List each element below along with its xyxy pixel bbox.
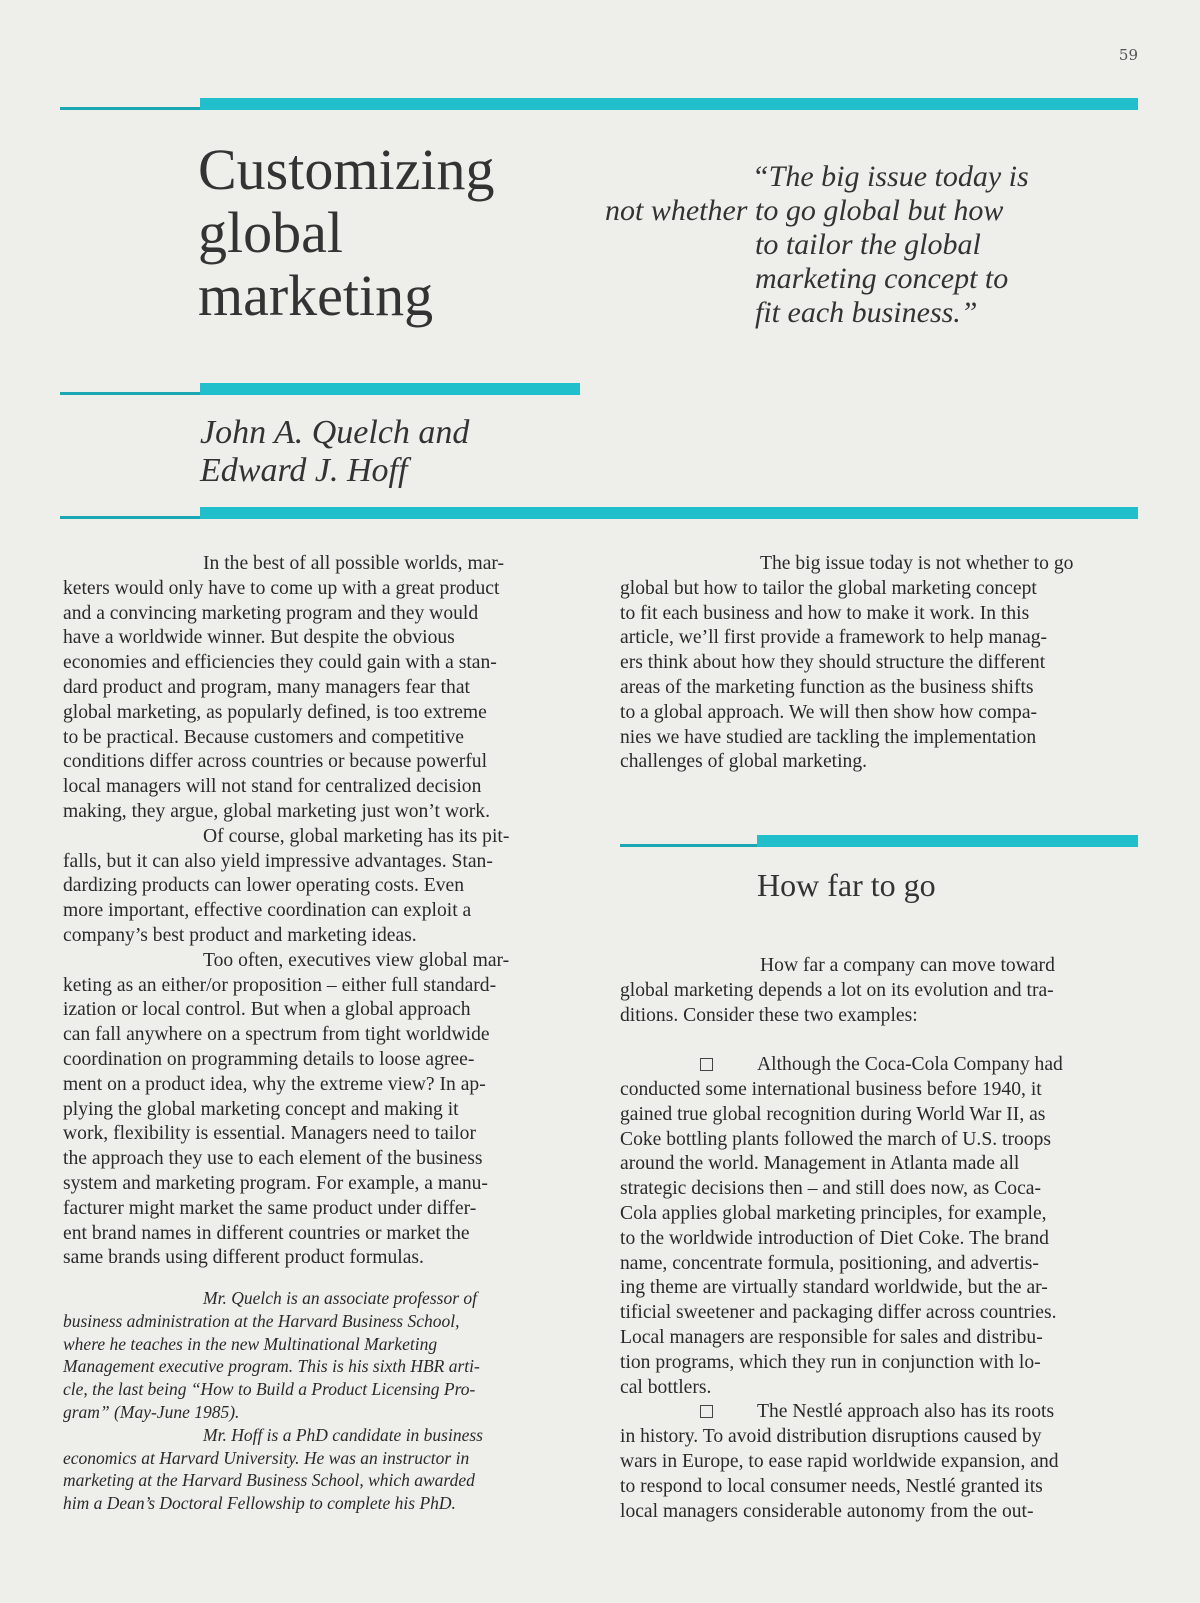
- text-line: tificial sweetener and packaging differ across countries.: [620, 1302, 1057, 1324]
- quote-line: not whether to go global but how: [605, 194, 1004, 227]
- checkbox-bullet-icon: [700, 1405, 713, 1418]
- text-line: around the world. Management in Atlanta made all: [620, 1153, 1020, 1175]
- left-column: [63, 552, 593, 1271]
- footnote-line: where he teaches in the new Multinational Marketing: [63, 1333, 438, 1354]
- text-line: article, we’ll first provide a framework to help manag-: [620, 627, 1048, 649]
- text-line: [620, 1053, 1140, 1078]
- text-line: Too often, executives view global mar-: [203, 949, 510, 971]
- text-line: conditions differ across countries or because powerful: [63, 751, 488, 773]
- text-line: keting as an either/or proposition – either full standard-: [63, 974, 497, 996]
- section-rule: [620, 835, 1138, 847]
- text-line: ers think about how they should structure the different: [620, 652, 1046, 674]
- bullet-text: The Nestlé approach also has its roots: [757, 1401, 1055, 1423]
- text-line: dard product and program, many managers fear that: [63, 676, 470, 698]
- quote-line: “The big issue today is: [752, 160, 1029, 193]
- text-line: Of course, global marketing has its pit-: [203, 825, 510, 847]
- text-line: strategic decisions then – and still does now, as Coca-: [620, 1178, 1041, 1200]
- text-line: to be practical. Because customers and competitive: [63, 726, 464, 748]
- pull-quote: [605, 160, 1055, 330]
- text-line: keters would only have to come up with a great product: [63, 577, 500, 599]
- footnote-line: cle, the last being “How to Build a Product Licensing Pro-: [63, 1379, 476, 1400]
- text-line: to fit each business and how to make it work. In this: [620, 602, 1030, 624]
- text-line: Local managers are responsible for sales and distribu-: [620, 1326, 1043, 1348]
- quote-line: fit each business.”: [755, 296, 978, 329]
- right-column-intro: [620, 552, 1140, 775]
- text-line: and a convincing marketing program and they would: [63, 602, 479, 624]
- text-line: the approach they use to each element of the business: [63, 1148, 483, 1170]
- footnote-line: him a Dean’s Doctoral Fellowship to complete his PhD.: [63, 1493, 456, 1514]
- text-line: The big issue today is not whether to go: [760, 553, 1074, 574]
- text-line: to the worldwide introduction of Diet Coke. The brand: [620, 1227, 1049, 1249]
- article-title: [198, 138, 598, 327]
- text-line: wars in Europe, to ease rapid worldwide expansion, and: [620, 1450, 1059, 1472]
- bullet-text: Although the Coca-Cola Company had: [757, 1054, 1063, 1076]
- text-line: ization or local control. But when a global approach: [63, 999, 471, 1021]
- text-line: plying the global marketing concept and making it: [63, 1098, 459, 1120]
- body-rule: [60, 507, 1138, 519]
- footnote-line: Mr. Hoff is a PhD candidate in business: [203, 1424, 483, 1445]
- footnote-line: business administration at the Harvard Business School,: [63, 1310, 460, 1331]
- text-line: more important, effective coordination can exploit a: [63, 900, 472, 922]
- text-line: challenges of global marketing.: [620, 751, 868, 773]
- text-line: [620, 1400, 1140, 1425]
- text-line: ing theme are virtually standard worldwide, but the ar-: [620, 1277, 1048, 1299]
- text-line: can fall anywhere on a spectrum from tight worldwide: [63, 1024, 490, 1046]
- footnote-line: economics at Harvard University. He was an instructor in: [63, 1447, 470, 1468]
- authors: [200, 414, 469, 490]
- footnote-line: Management executive program. This is his sixth HBR arti-: [63, 1356, 480, 1377]
- text-line: How far a company can move toward: [760, 955, 1055, 976]
- author-line: John A. Quelch and: [200, 414, 470, 451]
- section-heading: How far to go: [757, 867, 936, 903]
- text-line: same brands using different product formulas.: [63, 1247, 424, 1269]
- text-line: dardizing products can lower operating costs. Even: [63, 875, 465, 897]
- quote-line: marketing concept to: [755, 262, 1009, 295]
- text-line: global marketing, as popularly defined, is too extreme: [63, 701, 487, 723]
- title-line: marketing: [198, 263, 434, 328]
- footnote-line: marketing at the Harvard Business School, which awarded: [63, 1470, 475, 1491]
- author-line: Edward J. Hoff: [200, 452, 408, 489]
- text-line: areas of the marketing function as the business shifts: [620, 676, 1034, 698]
- text-line: global but how to tailor the global marketing concept: [620, 577, 1037, 599]
- text-line: ditions. Consider these two examples:: [620, 1004, 918, 1026]
- text-line: name, concentrate formula, positioning, and advertis-: [620, 1252, 1039, 1274]
- text-line: global marketing depends a lot on its evolution and tra-: [620, 979, 1054, 1001]
- text-line: to respond to local consumer needs, Nestlé granted its: [620, 1475, 1043, 1497]
- text-line: conducted some international business before 1940, it: [620, 1078, 1042, 1100]
- checkbox-bullet-icon: [700, 1058, 713, 1071]
- text-line: cal bottlers.: [620, 1376, 712, 1398]
- header-rule: [60, 98, 1138, 110]
- text-line: economies and efficiencies they could gain with a stan-: [63, 652, 497, 674]
- authors-rule: [60, 383, 580, 395]
- text-line: in history. To avoid distribution disruptions caused by: [620, 1426, 1042, 1448]
- title-line: global: [198, 200, 343, 265]
- text-line: have a worldwide winner. But despite the obvious: [63, 627, 455, 649]
- footnote-line: gram” (May-June 1985).: [63, 1401, 240, 1422]
- text-line: ent brand names in different countries or market the: [63, 1222, 470, 1244]
- right-column-body: [620, 954, 1140, 1524]
- page-number: 59: [1118, 46, 1138, 64]
- text-line: Coke bottling plants followed the march of U.S. troops: [620, 1128, 1052, 1150]
- text-line: system and marketing program. For example, a manu-: [63, 1172, 488, 1194]
- text-line: gained true global recognition during World War II, as: [620, 1103, 1046, 1125]
- text-line: local managers will not stand for centralized decision: [63, 776, 482, 798]
- text-line: In the best of all possible worlds, mar-: [203, 553, 505, 574]
- text-line: facturer might market the same product under differ-: [63, 1197, 477, 1219]
- footnote-line: Mr. Quelch is an associate professor of: [203, 1288, 477, 1308]
- title-line: Customizing: [198, 137, 495, 202]
- text-line: tion programs, which they run in conjunction with lo-: [620, 1351, 1041, 1373]
- quote-line: to tailor the global: [755, 228, 981, 261]
- text-line: company’s best product and marketing ideas.: [63, 924, 417, 946]
- text-line: ment on a product idea, why the extreme view? In ap-: [63, 1073, 486, 1095]
- text-line: falls, but it can also yield impressive advantages. Stan-: [63, 850, 493, 872]
- text-line: to a global approach. We will then show how compa-: [620, 701, 1038, 723]
- text-line: Cola applies global marketing principles, for example,: [620, 1202, 1047, 1224]
- text-line: nies we have studied are tackling the implementation: [620, 726, 1037, 748]
- author-biographical-footnote-block: [63, 1287, 593, 1515]
- text-line: local managers considerable autonomy from the out-: [620, 1500, 1034, 1522]
- text-line: coordination on programming details to loose agree-: [63, 1048, 475, 1070]
- text-line: work, flexibility is essential. Managers need to tailor: [63, 1123, 476, 1145]
- text-line: making, they argue, global marketing just won’t work.: [63, 800, 490, 822]
